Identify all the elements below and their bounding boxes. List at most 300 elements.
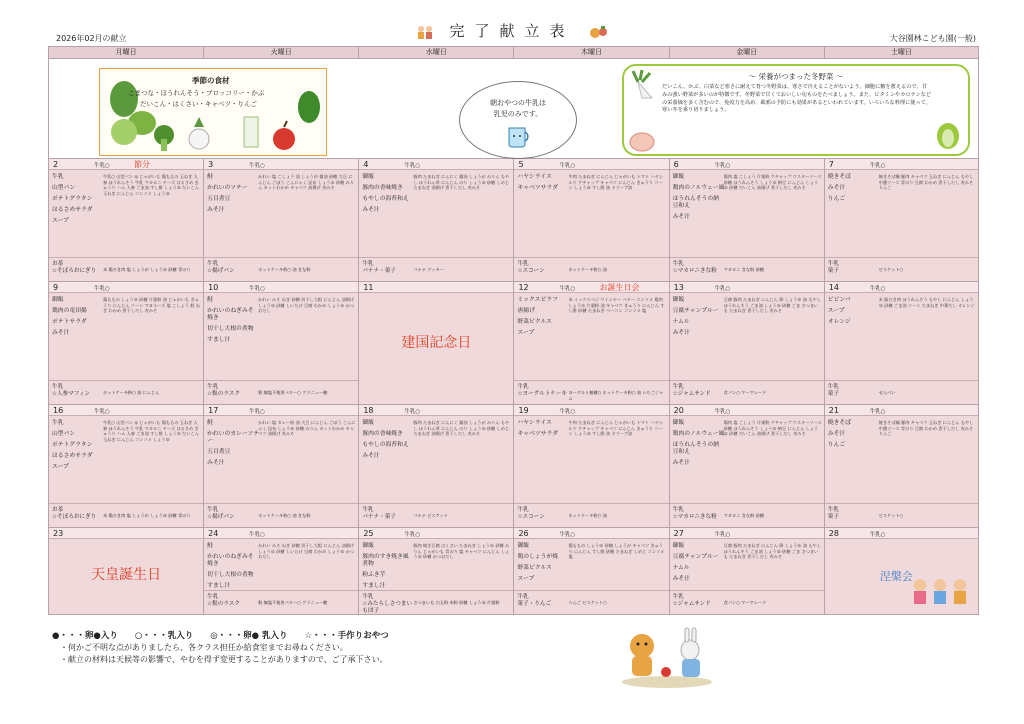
dish-name: かれいのカレーソテー bbox=[207, 431, 260, 444]
dish-name: はるさめサラダ bbox=[52, 453, 93, 459]
day-cell bbox=[514, 282, 669, 405]
seasonal-title: 季節の食材 bbox=[192, 76, 230, 85]
dish-list bbox=[517, 543, 569, 587]
day-header bbox=[670, 528, 824, 539]
day-number: 14 bbox=[828, 283, 839, 292]
dish-name: ビビンバ bbox=[827, 297, 851, 303]
holiday-label: 天皇誕生日 bbox=[91, 567, 162, 583]
snack-ingredients: ホットケーキ粉○ 油 きな粉 bbox=[258, 513, 311, 518]
ingredient-list: 焼きそば麺 豚肉 キャベツ 玉ねぎ にんじん もやし 中濃ソース 青のり 豆腐 わかめ 煮干しだし 麦みそ りんご bbox=[878, 420, 974, 437]
milk-note-line-2: 乳児のみです。 bbox=[493, 110, 543, 118]
snack-ingredients: ビスケット○ bbox=[878, 267, 904, 272]
snack-name: 牛乳 bbox=[207, 384, 219, 390]
dish-name: りんご bbox=[827, 442, 846, 448]
day-number: 23 bbox=[53, 529, 64, 538]
snack-ingredients: ホットケーキ粉○ 油 きな粉 bbox=[258, 267, 311, 272]
snack-name: バナナ・菓子 bbox=[362, 514, 396, 520]
snack-name: ☆スコーン bbox=[517, 514, 545, 520]
snack-section bbox=[825, 380, 978, 404]
snack-ingredients: ホットケーキ粉○ 油 bbox=[568, 267, 607, 272]
snack-names bbox=[828, 384, 880, 398]
snack-name: 牛乳 bbox=[207, 594, 219, 600]
snack-section bbox=[670, 257, 824, 281]
day-number: 24 bbox=[208, 529, 219, 538]
dish-name: みそ汁 bbox=[362, 207, 380, 213]
children-illustration-icon bbox=[415, 24, 435, 40]
morning-milk: 牛乳○ bbox=[94, 286, 110, 292]
morning-milk: 牛乳○ bbox=[249, 532, 265, 538]
snack-ingredients: 米 鶏ひき肉 塩 しょうが しょうゆ 砂糖 青のり bbox=[103, 513, 191, 518]
day-cell bbox=[514, 159, 669, 282]
snack-name: 牛乳 bbox=[672, 384, 684, 390]
dish-list bbox=[207, 543, 259, 594]
snack-names bbox=[362, 594, 414, 615]
dish-name: 鶏のしょうが焼 bbox=[517, 554, 559, 560]
dish-list bbox=[207, 297, 259, 348]
ingredient-list: 鶏ももの しょうゆ 砂糖 しょうが キャベツ きゅうり にんじん すし酢 砂糖 たまねぎ しめじ コンソメ 塩 bbox=[568, 543, 665, 560]
dish-name: 焼きそば bbox=[827, 174, 851, 180]
snack-section bbox=[204, 257, 358, 281]
ingredient-list: 牛肉 たまねぎ にんじん じゃがいも トマト ハヤシルウ ケチャップ キャベツ にんじん きゅうり コーン しょうゆ すし酢 油 オリーブ油 bbox=[568, 174, 664, 191]
dish-name: ポテトサラダ bbox=[52, 319, 87, 325]
snack-names bbox=[517, 594, 569, 608]
morning-milk: 牛乳○ bbox=[869, 532, 886, 538]
day-number: 6 bbox=[673, 160, 679, 169]
dish-name: 鮭 bbox=[207, 420, 213, 426]
dish-name: りんご bbox=[827, 196, 846, 202]
day-cell bbox=[49, 159, 204, 282]
day-number: 25 bbox=[363, 529, 374, 538]
morning-milk: 牛乳○ bbox=[714, 409, 731, 415]
snack-name: 菓子・りんご bbox=[517, 601, 552, 607]
ingredient-list: 焼きそば麺 豚肉 キャベツ 玉ねぎ にんじん もやし 中濃ソース 青のり 豆腐 わかめ 煮干しだし 麦みそ りんご bbox=[878, 174, 974, 191]
dish-name: ナムル bbox=[672, 319, 690, 325]
day-number: 17 bbox=[208, 406, 219, 415]
weekday-thursday: 木曜日 bbox=[514, 47, 669, 59]
dish-name: 御飯 bbox=[362, 174, 374, 180]
day-header bbox=[204, 159, 358, 170]
day-header bbox=[49, 405, 203, 416]
snack-names bbox=[673, 594, 725, 608]
dish-name: はるさめサラダ bbox=[52, 207, 93, 213]
weekday-header bbox=[49, 47, 979, 59]
morning-milk: 牛乳○ bbox=[559, 409, 576, 415]
snack-section bbox=[359, 503, 513, 527]
snack-ingredients: せんべい bbox=[878, 390, 896, 395]
dish-list bbox=[828, 174, 880, 207]
snack-ingredients: 米 鶏ひき肉 塩 しょうが しょうゆ 砂糖 青のり bbox=[103, 267, 191, 272]
dish-name: 御飯 bbox=[672, 174, 685, 180]
snack-names bbox=[52, 261, 104, 275]
snack-ingredients: ホットケーキ粉○ 油 bbox=[568, 513, 607, 518]
dish-name: 鶏肉のノルウェー風 bbox=[672, 431, 725, 437]
nutrition-body: だいこん、かぶ、白菜など寒さに耐えて育つ冬野菜は、寒さで冷えることがないよう、細胞に糖を蓄えるので、甘みの強い野菜が多いのが特徴です。冬野菜で甘くておいしい旬ものをたべましょう。また、ビタミンやカロテンなどの栄養価を多く含むので、免疫力を高め、風邪の予防にも効果があるといわれています。いろいろな料理に使って、寒い冬を乗り切りましょう。 bbox=[662, 84, 932, 114]
week-row bbox=[49, 159, 979, 282]
dish-name: すまし汁 bbox=[207, 337, 231, 343]
day-number: 27 bbox=[673, 529, 684, 538]
dish-name: 豆腐チャンプルー bbox=[672, 308, 719, 314]
morning-milk: 牛乳○ bbox=[404, 532, 421, 538]
morning-milk: 牛乳○ bbox=[249, 163, 265, 169]
snack-name: 菓子 bbox=[827, 391, 839, 397]
snack-section bbox=[514, 257, 668, 281]
allergen-legend: ●・・・卵●入り ○・・・乳入り ◎・・・卵● 乳入り ☆・・・手作りおやつ bbox=[52, 631, 389, 641]
ingredient-list: 米 豚ひき肉 ほうれんそう もやし にんじん しょうゆ 砂糖 ごま油 コーン たまねぎ 中華だし オレンジ bbox=[878, 297, 975, 308]
snack-name: 牛乳 bbox=[672, 594, 684, 600]
snack-ingredients: マカロニ きな粉 砂糖 bbox=[723, 513, 764, 518]
dish-name: ほうれんそうの納豆和え bbox=[672, 196, 720, 209]
day-cell bbox=[670, 159, 825, 282]
snack-name: 牛乳 bbox=[517, 507, 529, 513]
day-cell bbox=[359, 528, 514, 615]
dish-list bbox=[673, 174, 725, 225]
ingredient-list: 豚肉 たまねぎ にんにく 醤油 しょうが みりん もやし ほうれん草 にんじん のり しょうゆ 砂糖 しめじ たまねぎ 油揚げ 煮干しだし 麦みそ bbox=[413, 174, 510, 191]
seasonal-line-2: だいこん・はくさい・キャベツ・りんご bbox=[140, 100, 257, 108]
snack-names bbox=[673, 507, 725, 521]
snack-name: ☆ジャムサンド bbox=[672, 391, 711, 397]
dish-name: 鶏肉の竜田揚 bbox=[52, 308, 87, 314]
dish-name: オレンジ bbox=[827, 319, 851, 325]
dish-name: みそ汁 bbox=[672, 330, 691, 336]
weekday-tuesday: 火曜日 bbox=[204, 47, 359, 59]
snack-name: 菓子 bbox=[827, 268, 839, 274]
seasonal-line-1: こまつな・ほうれんそう・ブロッコリー・かぶ bbox=[128, 89, 265, 97]
snack-names bbox=[517, 384, 569, 398]
day-number: 20 bbox=[673, 406, 684, 415]
ingredient-list: 鶏ももの しょうゆ 砂糖 片栗粉 油 じゃがいも きゅうり にんじん コーン マヨネーズ 塩 こしょう 麩 ねぎ わかめ 煮干しだし 麦みそ bbox=[103, 297, 200, 314]
snack-name: お茶 bbox=[52, 507, 64, 513]
day-header bbox=[514, 528, 668, 539]
day-cell bbox=[825, 528, 979, 615]
snack-names bbox=[207, 594, 259, 608]
dish-name: みそ汁 bbox=[362, 453, 380, 459]
dish-name: ハヤシライス bbox=[517, 420, 552, 426]
day-header bbox=[204, 528, 358, 539]
snack-ingredients: 食パン○ マーマレード bbox=[723, 390, 767, 395]
snack-section bbox=[204, 590, 358, 614]
snack-name: 牛乳 bbox=[827, 261, 839, 267]
dish-list bbox=[52, 297, 104, 341]
day-header bbox=[359, 159, 513, 170]
morning-milk: 牛乳○ bbox=[404, 163, 421, 169]
dish-name: 豚肉の香味焼き bbox=[362, 185, 403, 191]
dish-name: スープ bbox=[517, 330, 535, 336]
intro-banner bbox=[49, 59, 979, 159]
snack-section bbox=[359, 257, 513, 281]
snack-section bbox=[204, 380, 358, 404]
snack-names bbox=[673, 384, 725, 398]
day-header bbox=[825, 405, 978, 416]
dish-name: もやしの海苔和え bbox=[362, 442, 409, 448]
ingredient-list: 鶏肉 塩 こしょう 片栗粉 ケチャップ ウスターソース 砂糖 ほうれんそう しょうゆ 納豆 にんじん しょうゆ 砂糖 だいこん 油揚げ 煮干しだし 麦みそ bbox=[723, 174, 822, 191]
day-header bbox=[514, 159, 668, 170]
day-header bbox=[204, 405, 358, 416]
ingredient-list: 豚肉 たまねぎ にんにく 醤油 しょうが みりん もやし ほうれん草 にんじん のり しょうゆ 砂糖 しめじ たまねぎ 油揚げ 煮干しだし 麦みそ bbox=[413, 420, 510, 437]
snack-name: 牛乳 bbox=[517, 261, 529, 267]
day-header bbox=[49, 528, 203, 539]
dish-list bbox=[673, 420, 725, 471]
milk-note-bubble bbox=[459, 81, 577, 159]
snack-name: 牛乳 bbox=[672, 507, 684, 513]
dish-list bbox=[362, 174, 414, 218]
day-cell bbox=[359, 159, 514, 282]
dish-list bbox=[673, 297, 725, 341]
morning-milk: 牛乳○ bbox=[869, 286, 886, 292]
snack-names bbox=[828, 507, 880, 521]
day-header bbox=[359, 528, 513, 539]
snack-name: ☆麩のラスク bbox=[207, 601, 240, 607]
morning-milk: 牛乳○ bbox=[869, 409, 886, 415]
dish-name: 野菜ピクルス bbox=[517, 565, 552, 571]
day-number: 2 bbox=[53, 160, 59, 169]
dish-name: ポテトグラタン bbox=[52, 442, 93, 448]
dish-name: 山型パン bbox=[52, 431, 76, 437]
note-changes: ・献立の材料は天候等の影響で、やむを得ず変更することがありますので、ご了承下さい。 bbox=[60, 655, 388, 664]
seasonal-ingredients-box bbox=[99, 68, 327, 156]
note-contact: ・何かご不明な点がありましたら、各クラス担任か給食室までお尋ねください。 bbox=[60, 643, 348, 652]
morning-milk: 牛乳○ bbox=[869, 163, 886, 169]
milk-note-line-1: 朝おやつの牛乳は bbox=[490, 99, 546, 107]
snack-name: ☆みたらしさつまいも団子 bbox=[362, 601, 413, 614]
carrot-illustration-icon bbox=[628, 128, 658, 154]
snack-ingredients: ビスケット○ bbox=[878, 513, 904, 518]
snack-names bbox=[517, 507, 569, 521]
dish-list bbox=[517, 297, 569, 341]
cabbage-illustration-icon bbox=[934, 116, 962, 150]
dish-name: スープ bbox=[827, 308, 845, 314]
day-header bbox=[670, 282, 824, 293]
snack-name: ☆マカロニきな粉 bbox=[672, 514, 717, 520]
weekday-monday: 月曜日 bbox=[49, 47, 204, 59]
snack-names bbox=[52, 507, 104, 521]
snack-name: ☆揚げパン bbox=[207, 514, 235, 520]
page-title-text: 完了献立表 bbox=[449, 22, 575, 40]
day-header bbox=[825, 528, 978, 539]
morning-milk: 牛乳○ bbox=[559, 286, 576, 292]
snack-section bbox=[670, 503, 824, 527]
snack-names bbox=[828, 261, 880, 275]
day-cell bbox=[514, 528, 669, 615]
snack-ingredients: 麩 無塩不使用バター○ グラニュー糖 bbox=[258, 390, 328, 395]
day-number: 9 bbox=[53, 283, 59, 292]
day-number: 10 bbox=[208, 283, 219, 292]
dish-list bbox=[517, 420, 569, 442]
dish-name: 御飯 bbox=[672, 420, 685, 426]
snack-ingredients: バナナ ビスケット bbox=[413, 513, 448, 518]
day-number: 13 bbox=[673, 283, 684, 292]
dish-name: みそ汁 bbox=[672, 460, 691, 466]
menu-calendar bbox=[48, 46, 979, 615]
day-event: 節分 bbox=[134, 160, 150, 169]
weekday-saturday: 土曜日 bbox=[825, 47, 979, 59]
ingredient-list: 豚肉 焼き豆腐 はくさい たまねぎ しょうゆ 砂糖 みりん じゃがいも 青のり 塩 キャベツ にんじん しょうゆ 砂糖 かつおだし bbox=[413, 543, 510, 560]
snack-section bbox=[670, 380, 824, 404]
morning-milk: 牛乳○ bbox=[559, 163, 576, 169]
dish-name: 豆腐チャンプルー bbox=[672, 554, 719, 560]
holiday-label: 建国記念日 bbox=[401, 335, 472, 351]
dish-list bbox=[828, 297, 880, 330]
snack-name: 牛乳 bbox=[207, 507, 219, 513]
dish-list bbox=[207, 420, 259, 471]
day-number: 5 bbox=[518, 160, 524, 169]
dish-name: 御飯 bbox=[672, 543, 685, 549]
dish-name: すまし汁 bbox=[362, 583, 386, 589]
day-cell bbox=[514, 405, 669, 528]
morning-milk: 牛乳○ bbox=[94, 163, 110, 169]
ingredient-list: かれい みそ ねぎ 砂糖 切干し大根 にんじん 油揚げ しょうゆ 砂糖 しいたけ 豆腐 わかめ しょうゆ かつおだし bbox=[258, 297, 355, 314]
day-cell bbox=[204, 282, 359, 405]
snack-section bbox=[49, 503, 203, 527]
dish-name: みそ汁 bbox=[827, 431, 846, 437]
ingredient-list: 米 ミックスベジ ウインナー バター コンソメ 鶏肉 しょうゆ 片栗粉 油 キャベツ きゅうり にんじん すし酢 砂糖 たまねぎ ベーコン コンソメ 塩 bbox=[568, 297, 665, 314]
milk-cup-icon bbox=[506, 124, 534, 148]
ingredient-list: 牛肉 たまねぎ にんじん じゃがいも トマト ハヤシルウ ケチャップ キャベツ にんじん きゅうり コーン しょうゆ すし酢 油 オリーブ油 bbox=[568, 420, 664, 437]
dish-name: 鮭 bbox=[207, 543, 213, 549]
snack-name: 牛乳 bbox=[827, 507, 839, 513]
morning-milk: 牛乳○ bbox=[714, 163, 731, 169]
dish-name: 御飯 bbox=[672, 297, 685, 303]
dish-name: かれいのねぎみそ焼き bbox=[207, 554, 254, 567]
snack-names bbox=[673, 261, 725, 275]
snack-ingredients: 食パン○ マーマレード bbox=[723, 600, 767, 605]
food-illustration-icon bbox=[589, 24, 609, 40]
dish-name: 野菜ピクルス bbox=[517, 319, 552, 325]
day-cell bbox=[49, 282, 204, 405]
week-row bbox=[49, 405, 979, 528]
day-cell bbox=[825, 282, 979, 405]
snack-ingredients: さつまいも 白玉粉 米粉 砂糖 しょうゆ 片栗粉 bbox=[413, 600, 500, 605]
day-number: 19 bbox=[518, 406, 529, 415]
dish-name: みそ汁 bbox=[827, 185, 846, 191]
dish-name: 御飯 bbox=[362, 420, 374, 426]
day-number: 3 bbox=[208, 160, 214, 169]
dish-list bbox=[52, 174, 104, 229]
dish-list bbox=[828, 420, 880, 453]
day-header bbox=[670, 405, 824, 416]
week-row bbox=[49, 282, 979, 405]
dish-list bbox=[207, 174, 259, 218]
snack-name: お茶 bbox=[52, 261, 64, 267]
snack-name: 牛乳 bbox=[207, 261, 219, 267]
dish-name: ほうれんそうの納豆和え bbox=[672, 442, 720, 455]
day-cell bbox=[49, 528, 204, 615]
calendar-weeks bbox=[49, 159, 979, 615]
ingredient-list: 鶏肉 塩 こしょう 片栗粉 ケチャップ ウスターソース 砂糖 ほうれんそう しょうゆ 納豆 にんじん しょうゆ 砂糖 だいこん 油揚げ 煮干しだし 麦みそ bbox=[723, 420, 822, 437]
dish-name: 鶏肉のノルウェー風 bbox=[672, 185, 725, 191]
day-number: 7 bbox=[828, 160, 834, 169]
dish-list bbox=[517, 174, 569, 196]
weekday-friday: 金曜日 bbox=[670, 47, 825, 59]
snack-name: ☆マカロニきな粉 bbox=[672, 268, 717, 274]
morning-milk: 牛乳○ bbox=[249, 409, 265, 415]
day-number: 16 bbox=[53, 406, 64, 415]
snack-ingredients: ホットケーキ粉○ 油 にんじん bbox=[103, 390, 160, 395]
snack-ingredients: マカロニ きな粉 砂糖 bbox=[723, 267, 764, 272]
ingredient-list: 牛乳○ 山型パン ◎ じゃがいも 鶏ももの 玉ねぎ 人参 ほうれんそう 牛乳 マカロニ チーズ はるさめ きゅうり ハム 人参 ごま油 すし酢 しょうゆ だいこん 玉ねぎ にんじん コンソメ しょうゆ bbox=[103, 420, 199, 442]
day-cell bbox=[670, 528, 825, 615]
day-number: 18 bbox=[363, 406, 374, 415]
snack-section bbox=[204, 503, 358, 527]
snack-ingredients: りんご ビスケット○ bbox=[568, 600, 607, 605]
snack-name: 牛乳 bbox=[52, 384, 64, 390]
dish-list bbox=[362, 420, 414, 464]
dish-name: みそ汁 bbox=[207, 207, 225, 213]
day-cell bbox=[825, 159, 979, 282]
dish-name: 切干し大根の煮物 bbox=[207, 326, 254, 332]
dish-name: すまし汁 bbox=[207, 583, 231, 589]
snack-name: 牛乳 bbox=[672, 261, 684, 267]
snack-ingredients: ヨーグルト無糖○ ホットケーキ粉○ 油 いちごジャム bbox=[568, 390, 664, 401]
day-header bbox=[825, 159, 978, 170]
snack-name: ☆揚げパン bbox=[207, 268, 235, 274]
dish-name: かれいのねぎみそ焼き bbox=[207, 308, 254, 321]
day-header bbox=[514, 282, 668, 293]
animals-playing-illustration-icon bbox=[612, 624, 722, 690]
morning-milk: 牛乳○ bbox=[249, 286, 265, 292]
ingredient-list: かれい みそ ねぎ 砂糖 切干し大根 にんじん 油揚げ しょうゆ 砂糖 しいたけ 豆腐 わかめ しょうゆ かつおだし bbox=[258, 543, 355, 560]
dish-name: 山型パン bbox=[52, 185, 76, 191]
day-cell bbox=[204, 405, 359, 528]
dish-name: 唐揚げ bbox=[517, 308, 535, 314]
dish-name: みそ汁 bbox=[207, 460, 225, 466]
dish-list bbox=[673, 543, 725, 587]
dish-name: キャベツサラダ bbox=[517, 185, 558, 191]
dish-name: 御飯 bbox=[517, 543, 530, 549]
dish-name: みそ汁 bbox=[52, 330, 70, 336]
day-header bbox=[670, 159, 824, 170]
nutrition-title: ～ 栄養がつまった冬野菜 ～ bbox=[748, 72, 844, 81]
snack-section bbox=[359, 590, 513, 614]
snack-names bbox=[362, 507, 414, 521]
day-cell bbox=[825, 405, 979, 528]
snack-name: 牛乳 bbox=[827, 384, 839, 390]
snack-name: 菓子 bbox=[827, 514, 839, 520]
ingredient-list: かれい 塩 カレー粉 油 大豆 にんじん ごぼう こんにゃく 昆布 しょうゆ 砂糖 みりん カットわかめ キャベツ 油揚げ 麦みそ bbox=[258, 420, 356, 437]
dish-name: ポテトグラタン bbox=[52, 196, 93, 202]
dish-name: スープ bbox=[52, 464, 69, 470]
day-header bbox=[359, 282, 513, 293]
dish-name: ミックスピラフ bbox=[517, 297, 558, 303]
dish-name: スープ bbox=[52, 218, 69, 224]
week-row bbox=[49, 528, 979, 615]
snack-names bbox=[207, 507, 259, 521]
nutrition-info-box bbox=[622, 64, 970, 156]
page-title bbox=[0, 20, 1024, 41]
dish-name: みそ汁 bbox=[672, 576, 691, 582]
snack-section bbox=[514, 590, 668, 614]
snack-name: ☆麩のラスク bbox=[207, 391, 240, 397]
ingredient-list: 牛乳○ 山型パン ◎ じゃがいも 鶏ももの 玉ねぎ 人参 ほうれんそう 牛乳 マカロニ チーズ はるさめ きゅうり ハム 人参 ごま油 すし酢 しょうゆ だいこん 玉ねぎ にんじん コンソメ しょうゆ bbox=[103, 174, 199, 196]
dish-name: かれいのソテー bbox=[207, 185, 248, 191]
dish-name: 牛乳 bbox=[52, 420, 64, 426]
morning-milk: 牛乳○ bbox=[714, 286, 731, 292]
snack-name: 牛乳 bbox=[517, 384, 529, 390]
day-number: 11 bbox=[363, 283, 374, 292]
dish-name: 五目煮豆 bbox=[207, 449, 231, 455]
day-number: 4 bbox=[363, 160, 369, 169]
dish-name: 鮭 bbox=[207, 297, 213, 303]
weekday-wednesday: 水曜日 bbox=[359, 47, 514, 59]
dish-name: 豚肉のすき焼き風煮物 bbox=[362, 554, 409, 567]
dish-name: みそ汁 bbox=[672, 214, 691, 220]
dish-name: 五目煮豆 bbox=[207, 196, 231, 202]
dish-list bbox=[362, 543, 414, 594]
snack-name: ☆ヨーグルトケーキ bbox=[517, 391, 567, 397]
ingredient-list: 豆腐 豚肉 たまねぎ にんじん 卵 しょうゆ 油 もやし ほうれんそう ごま油 しょうゆ 砂糖 ごま さつまいも たまねぎ 煮干しだし 麦みそ bbox=[723, 543, 821, 560]
dish-name: キャベツサラダ bbox=[517, 431, 558, 437]
snack-names bbox=[362, 261, 414, 275]
dish-name: 豚肉の香味焼き bbox=[362, 431, 403, 437]
